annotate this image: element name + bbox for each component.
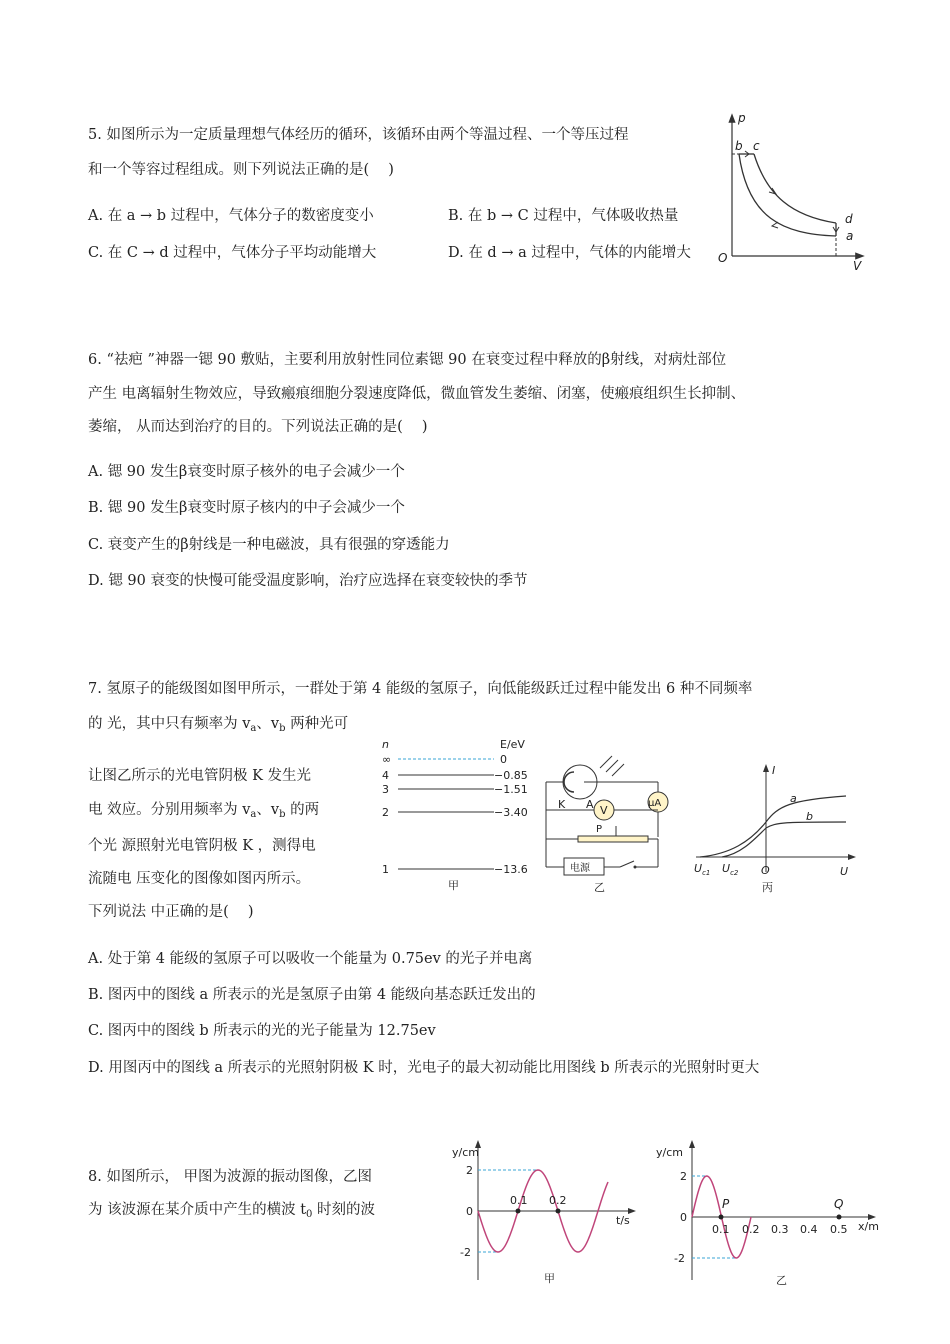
point-d-label: d	[845, 212, 853, 226]
level-4-e: −0.85	[494, 769, 528, 782]
y-tick-2: 2	[680, 1170, 687, 1183]
e-label: E/eV	[500, 738, 525, 751]
q8-vibration-graph	[436, 1138, 636, 1288]
t-tick-0.1: 0.1	[510, 1194, 528, 1207]
q7-stem-line2: 的 光，其中只有频率为 $v_a$、$v_b$ 两种光可	[88, 716, 349, 734]
q5-stem-line1: 5. 如图所示为一定质量理想气体经历的循环，该循环由两个等温过程、一个等压过程	[88, 127, 629, 143]
p-axis-label: p	[738, 111, 746, 125]
q5-option-a: A. 在 a → b 过程中，气体分子的数密度变小	[88, 208, 374, 224]
y-tick-neg2: -2	[460, 1246, 471, 1259]
slider-label: P	[596, 824, 603, 835]
x-tick-0.2: 0.2	[742, 1223, 760, 1236]
q7-stem-line3: 让图乙所示的光电管阴极 K 发生光	[88, 768, 312, 784]
x-axis-label: x/m	[858, 1220, 879, 1233]
y-axis-label: y/cm	[656, 1146, 683, 1159]
point-q-marker	[837, 1215, 842, 1220]
uc1-label: $U_{c1}$	[694, 862, 711, 877]
level-2-n: 2	[382, 806, 389, 819]
q7-option-a: A. 处于第 4 能级的氢原子可以吸收一个能量为 0.75ev 的光子并电离	[88, 951, 533, 967]
zero-point-0.1	[516, 1209, 521, 1214]
x-tick-0.4: 0.4	[800, 1223, 818, 1236]
anode-label: A	[586, 798, 594, 811]
zero-point-0.2	[556, 1209, 561, 1214]
curve-b-label: b	[806, 810, 813, 823]
i-axis-label: I	[772, 764, 776, 777]
q6-option-c: C. 衰变产生的β射线是一种电磁波，具有很强的穿透能力	[88, 537, 450, 553]
q7-option-d: D. 用图丙中的图线 a 所表示的光照射阴极 K 时，光电子的最大初动能比用图线 b 所表示的光照射时更大	[88, 1060, 760, 1076]
x-tick-0.1: 0.1	[712, 1223, 730, 1236]
q6-stem-line2: 产生 电离辐射生物效应，导致瘢痕细胞分裂速度降低，微血管发生萎缩、闭塞，使瘢痕组织生长抑制、	[88, 386, 746, 402]
level-1-n: 1	[382, 863, 389, 876]
point-b-label: b	[735, 139, 743, 153]
point-q-label: Q	[834, 1197, 844, 1211]
point-p-marker	[719, 1215, 724, 1220]
caption-yi: 乙	[776, 1274, 787, 1287]
level-1-e: −13.6	[494, 863, 528, 876]
level-3-n: 3	[382, 783, 389, 796]
origin-label: O	[718, 251, 728, 265]
y-tick-2: 2	[466, 1164, 473, 1177]
q8-wave-graph	[648, 1138, 888, 1288]
q7-stem-line4: 电 效应。分别用频率为 $v_a$、$v_b$ 的两	[88, 802, 320, 820]
q5-pv-diagram	[712, 108, 872, 273]
segment-ab	[739, 154, 836, 236]
power-source-label: 电源	[570, 863, 590, 874]
q6-stem-line1: 6. “祛疤 ”神器一锶 90 敷贴，主要利用放射性同位素锶 90 在衰变过程中释放的β射线，对病灶部位	[88, 352, 727, 368]
q6-option-a: A. 锶 90 发生β衰变时原子核外的电子会减少一个	[88, 464, 405, 480]
q7-stem-line6: 流随电 压变化的图像如图丙所示。	[88, 871, 311, 887]
level-inf-e: 0	[500, 753, 507, 766]
q6-option-d: D. 锶 90 衰变的快慢可能受温度影响，治疗应选择在衰变较快的季节	[88, 573, 528, 589]
uc2-label: $U_{c2}$	[722, 862, 739, 877]
y-tick-0: 0	[680, 1211, 687, 1224]
level-4-n: 4	[382, 769, 389, 782]
q7-phototube-circuit	[540, 752, 690, 897]
q5-option-b: B. 在 b → C 过程中，气体吸收热量	[448, 208, 679, 224]
q7-iu-graph	[690, 762, 860, 897]
caption-jia: 甲	[544, 1272, 555, 1285]
q6-option-b: B. 锶 90 发生β衰变时原子核内的中子会减少一个	[88, 500, 405, 516]
level-2-e: −3.40	[494, 806, 528, 819]
q5-stem-line2: 和一个等容过程组成。则下列说法正确的是( )	[88, 162, 394, 178]
x-tick-0.5: 0.5	[830, 1223, 848, 1236]
y-tick-0: 0	[466, 1205, 473, 1218]
q7-stem-line7: 下列说法 中正确的是( )	[88, 904, 254, 920]
microammeter-label: μA	[648, 798, 662, 809]
point-c-label: c	[753, 139, 760, 153]
q7-option-c: C. 图丙中的图线 b 所表示的光的光子能量为 12.75ev	[88, 1023, 436, 1039]
segment-cd	[754, 154, 836, 223]
q5-option-d: D. 在 d → a 过程中，气体的内能增大	[448, 245, 691, 261]
point-a-label: a	[846, 229, 854, 243]
curve-b	[722, 822, 846, 857]
v-axis-label: V	[853, 259, 862, 273]
caption-jia: 甲	[448, 879, 459, 892]
x-tick-0.3: 0.3	[771, 1223, 789, 1236]
arrow-ab	[772, 222, 778, 228]
voltmeter-label: V	[600, 804, 608, 817]
n-label: n	[382, 738, 389, 751]
q7-energy-level-diagram	[376, 736, 546, 896]
caption-bing: 丙	[762, 881, 773, 894]
curve-a-label: a	[790, 792, 797, 805]
origin-label: O	[761, 864, 770, 877]
x-axis-label: t/s	[616, 1214, 630, 1227]
point-p-label: P	[722, 1197, 730, 1211]
curve-a	[700, 796, 846, 857]
q6-stem-line3: 萎缩， 从而达到治疗的目的。下列说法正确的是( )	[88, 419, 428, 435]
caption-yi: 乙	[594, 881, 605, 894]
y-axis-label: y/cm	[452, 1146, 479, 1159]
y-tick-neg2: -2	[674, 1252, 685, 1265]
q7-stem-line5: 个光 源照射光电管阴极 K ，测得电	[88, 838, 316, 854]
u-axis-label: U	[840, 865, 849, 878]
q7-option-b: B. 图丙中的图线 a 所表示的光是氢原子由第 4 能级向基态跃迁发出的	[88, 987, 536, 1003]
level-3-e: −1.51	[494, 783, 528, 796]
q8-stem-line1: 8. 如图所示， 甲图为波源的振动图像，乙图	[88, 1169, 373, 1185]
cathode-label: K	[558, 798, 566, 811]
q5-option-c: C. 在 C → d 过程中，气体分子平均动能增大	[88, 245, 377, 261]
q8-stem-line2: 为 该波源在某介质中产生的横波 $t_0$ 时刻的波	[88, 1202, 376, 1220]
t-tick-0.2: 0.2	[549, 1194, 567, 1207]
level-inf-n: ∞	[382, 753, 392, 766]
q7-stem-line1: 7. 氢原子的能级图如图甲所示，一群处于第 4 能级的氢原子，向低能级跃迁过程中能发出 6 种不同频率	[88, 681, 753, 697]
